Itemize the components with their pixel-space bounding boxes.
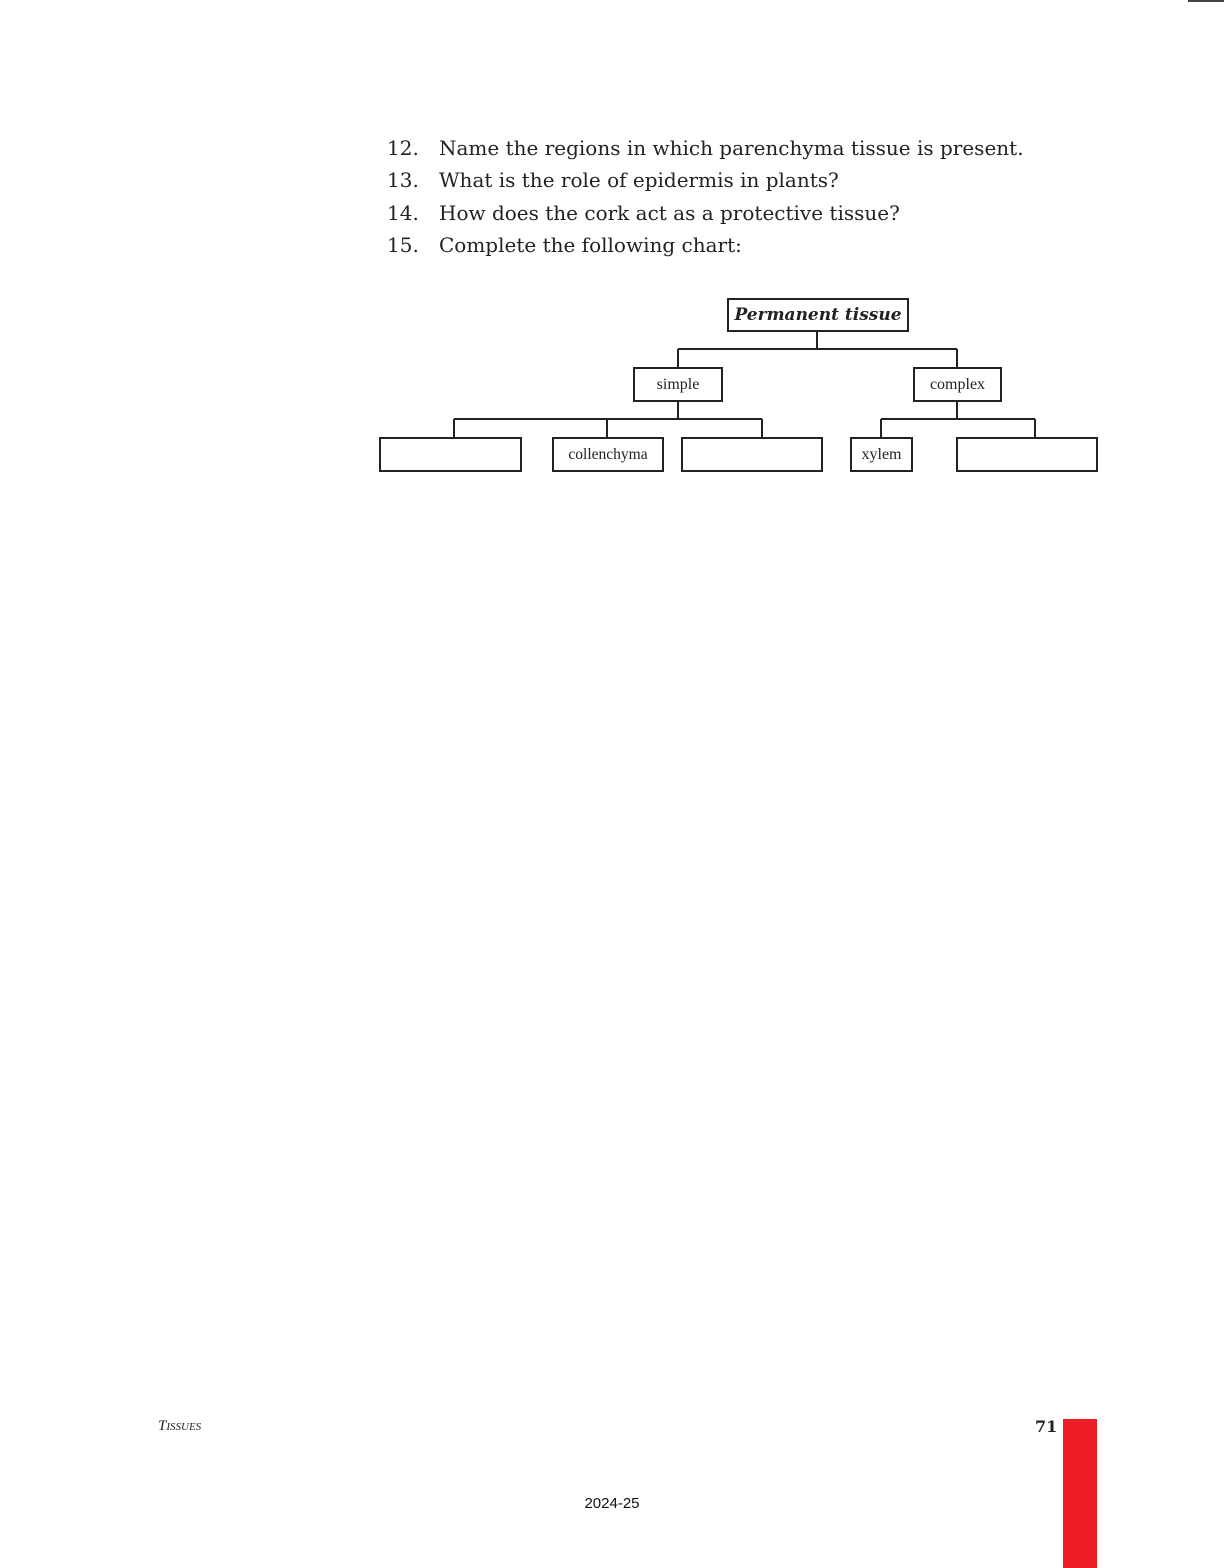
question-number: 15.: [387, 233, 419, 257]
question-text: Complete the following chart:: [439, 233, 742, 257]
chart-connectors: [0, 0, 1224, 500]
chart-complex-box: complex: [913, 367, 1002, 402]
question-number: 14.: [387, 201, 419, 225]
question-text: What is the role of epidermis in plants?: [439, 168, 839, 192]
question-text: How does the cork act as a protective tissue?: [439, 201, 900, 225]
question-number: 12.: [387, 136, 419, 160]
chart-blank-box[interactable]: [681, 437, 823, 472]
chart-collenchyma-box: collenchyma: [552, 437, 664, 472]
chart-root-box: Permanent tissue: [727, 298, 909, 332]
chart-blank-box[interactable]: [379, 437, 522, 472]
footer-chapter: Tissues: [158, 1418, 202, 1434]
chart-simple-box: simple: [633, 367, 723, 402]
page-number: 71: [1035, 1417, 1058, 1436]
chart-xylem-box: xylem: [850, 437, 913, 472]
chart-blank-box[interactable]: [956, 437, 1098, 472]
footer-year: 2024-25: [584, 1495, 640, 1512]
page-accent-bar: [1063, 1419, 1097, 1568]
question-text: Name the regions in which parenchyma tissue is present.: [439, 136, 1024, 160]
question-number: 13.: [387, 168, 419, 192]
